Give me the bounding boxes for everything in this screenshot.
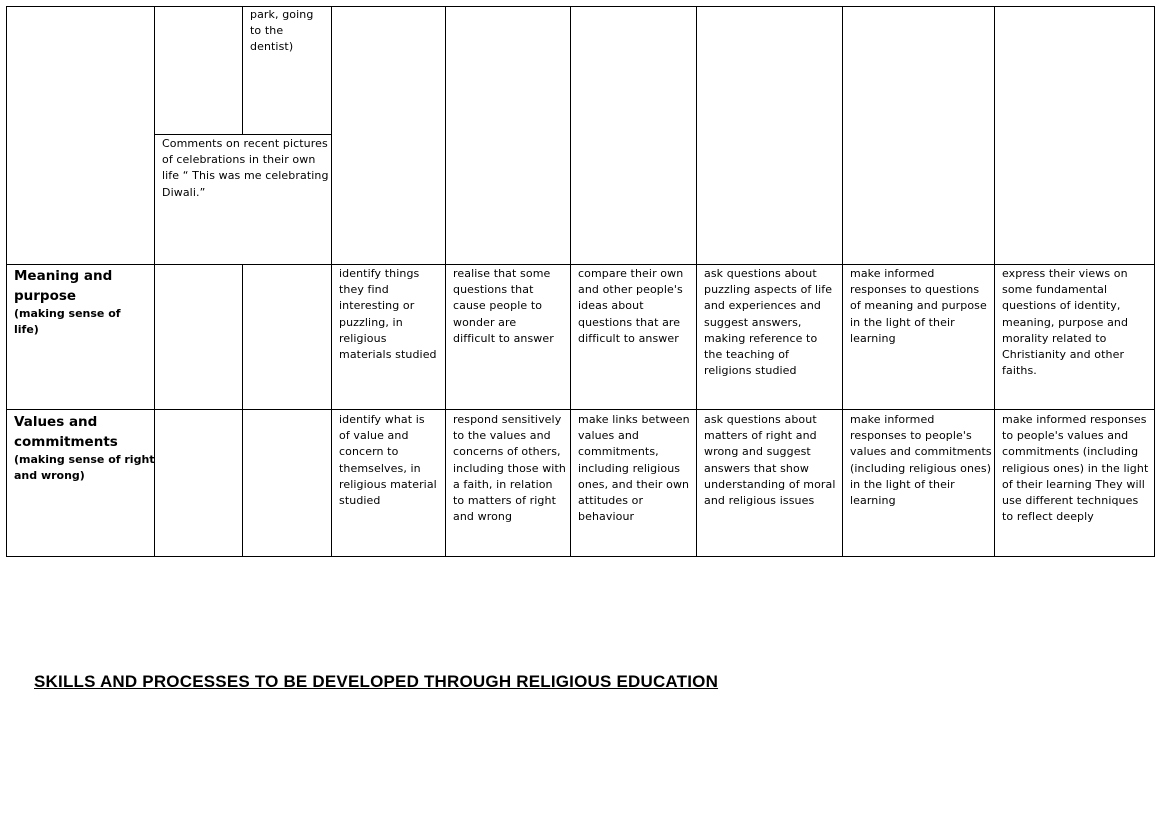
column-divider (696, 6, 697, 557)
table-cell: identify things they find interesting or puzzling, in religious materials studied (339, 267, 437, 362)
merged-comment-cell: Comments on recent pictures of celebrations in their own life “ This was me celebrating Diwali.” (162, 137, 329, 199)
row-title-meaning-purpose: Meaning and purpose (14, 268, 113, 304)
column-divider (994, 6, 995, 557)
section-heading: SKILLS AND PROCESSES TO BE DEVELOPED THROUGH RELIGIOUS EDUCATION (34, 672, 719, 691)
top-row-cell-text: park, going to the dentist) (250, 8, 314, 54)
table-border-top (6, 6, 1155, 7)
column-divider (445, 6, 446, 557)
column-divider (242, 6, 243, 135)
column-divider (331, 6, 332, 557)
table-border-right (1154, 6, 1155, 557)
merged-cell-divider (154, 134, 332, 135)
table-cell: express their views on some fundamental questions of identity, meaning, purpose and morality related to Christianity and other faiths. (1002, 267, 1129, 378)
table-cell: identify what is of value and concern to themselves, in religious material studied (339, 413, 437, 508)
table-border-left (6, 6, 7, 557)
table-cell: ask questions about matters of right and wrong and suggest answers that show understanding of moral and religious issues (704, 413, 836, 508)
row-title-values-commitments: Values and commitments (14, 414, 118, 450)
table-cell: ask questions about puzzling aspects of life and experiences and suggest answers, making reference to the teaching of religions studied (704, 267, 833, 378)
table-cell: make informed responses to people's values and commitments (including religious ones) in the light of their learning They will use different techniques to reflect deeply (1002, 413, 1149, 524)
table-border-bottom (6, 556, 1155, 557)
table-cell: respond sensitively to the values and concerns of others, including those with a faith, in relation to matters of right and wrong (453, 413, 566, 524)
table-cell: make informed responses to people's values and commitments (including religious ones) in the light of their learning (850, 413, 992, 508)
row-subtitle-values-commitments: (making sense of right and wrong) (14, 453, 155, 482)
table-cell: make links between values and commitments, including religious ones, and their own attitudes or behaviour (578, 413, 690, 524)
column-divider (570, 6, 571, 557)
row-subtitle-meaning-purpose: (making sense of life) (14, 307, 121, 336)
row-divider (6, 264, 1155, 265)
table-cell: make informed responses to questions of meaning and purpose in the light of their learning (850, 267, 987, 345)
row-divider (6, 409, 1155, 410)
table-cell: compare their own and other people's ideas about questions that are difficult to answer (578, 267, 684, 345)
column-divider (842, 6, 843, 557)
column-divider (242, 264, 243, 557)
table-cell: realise that some questions that cause people to wonder are difficult to answer (453, 267, 554, 345)
